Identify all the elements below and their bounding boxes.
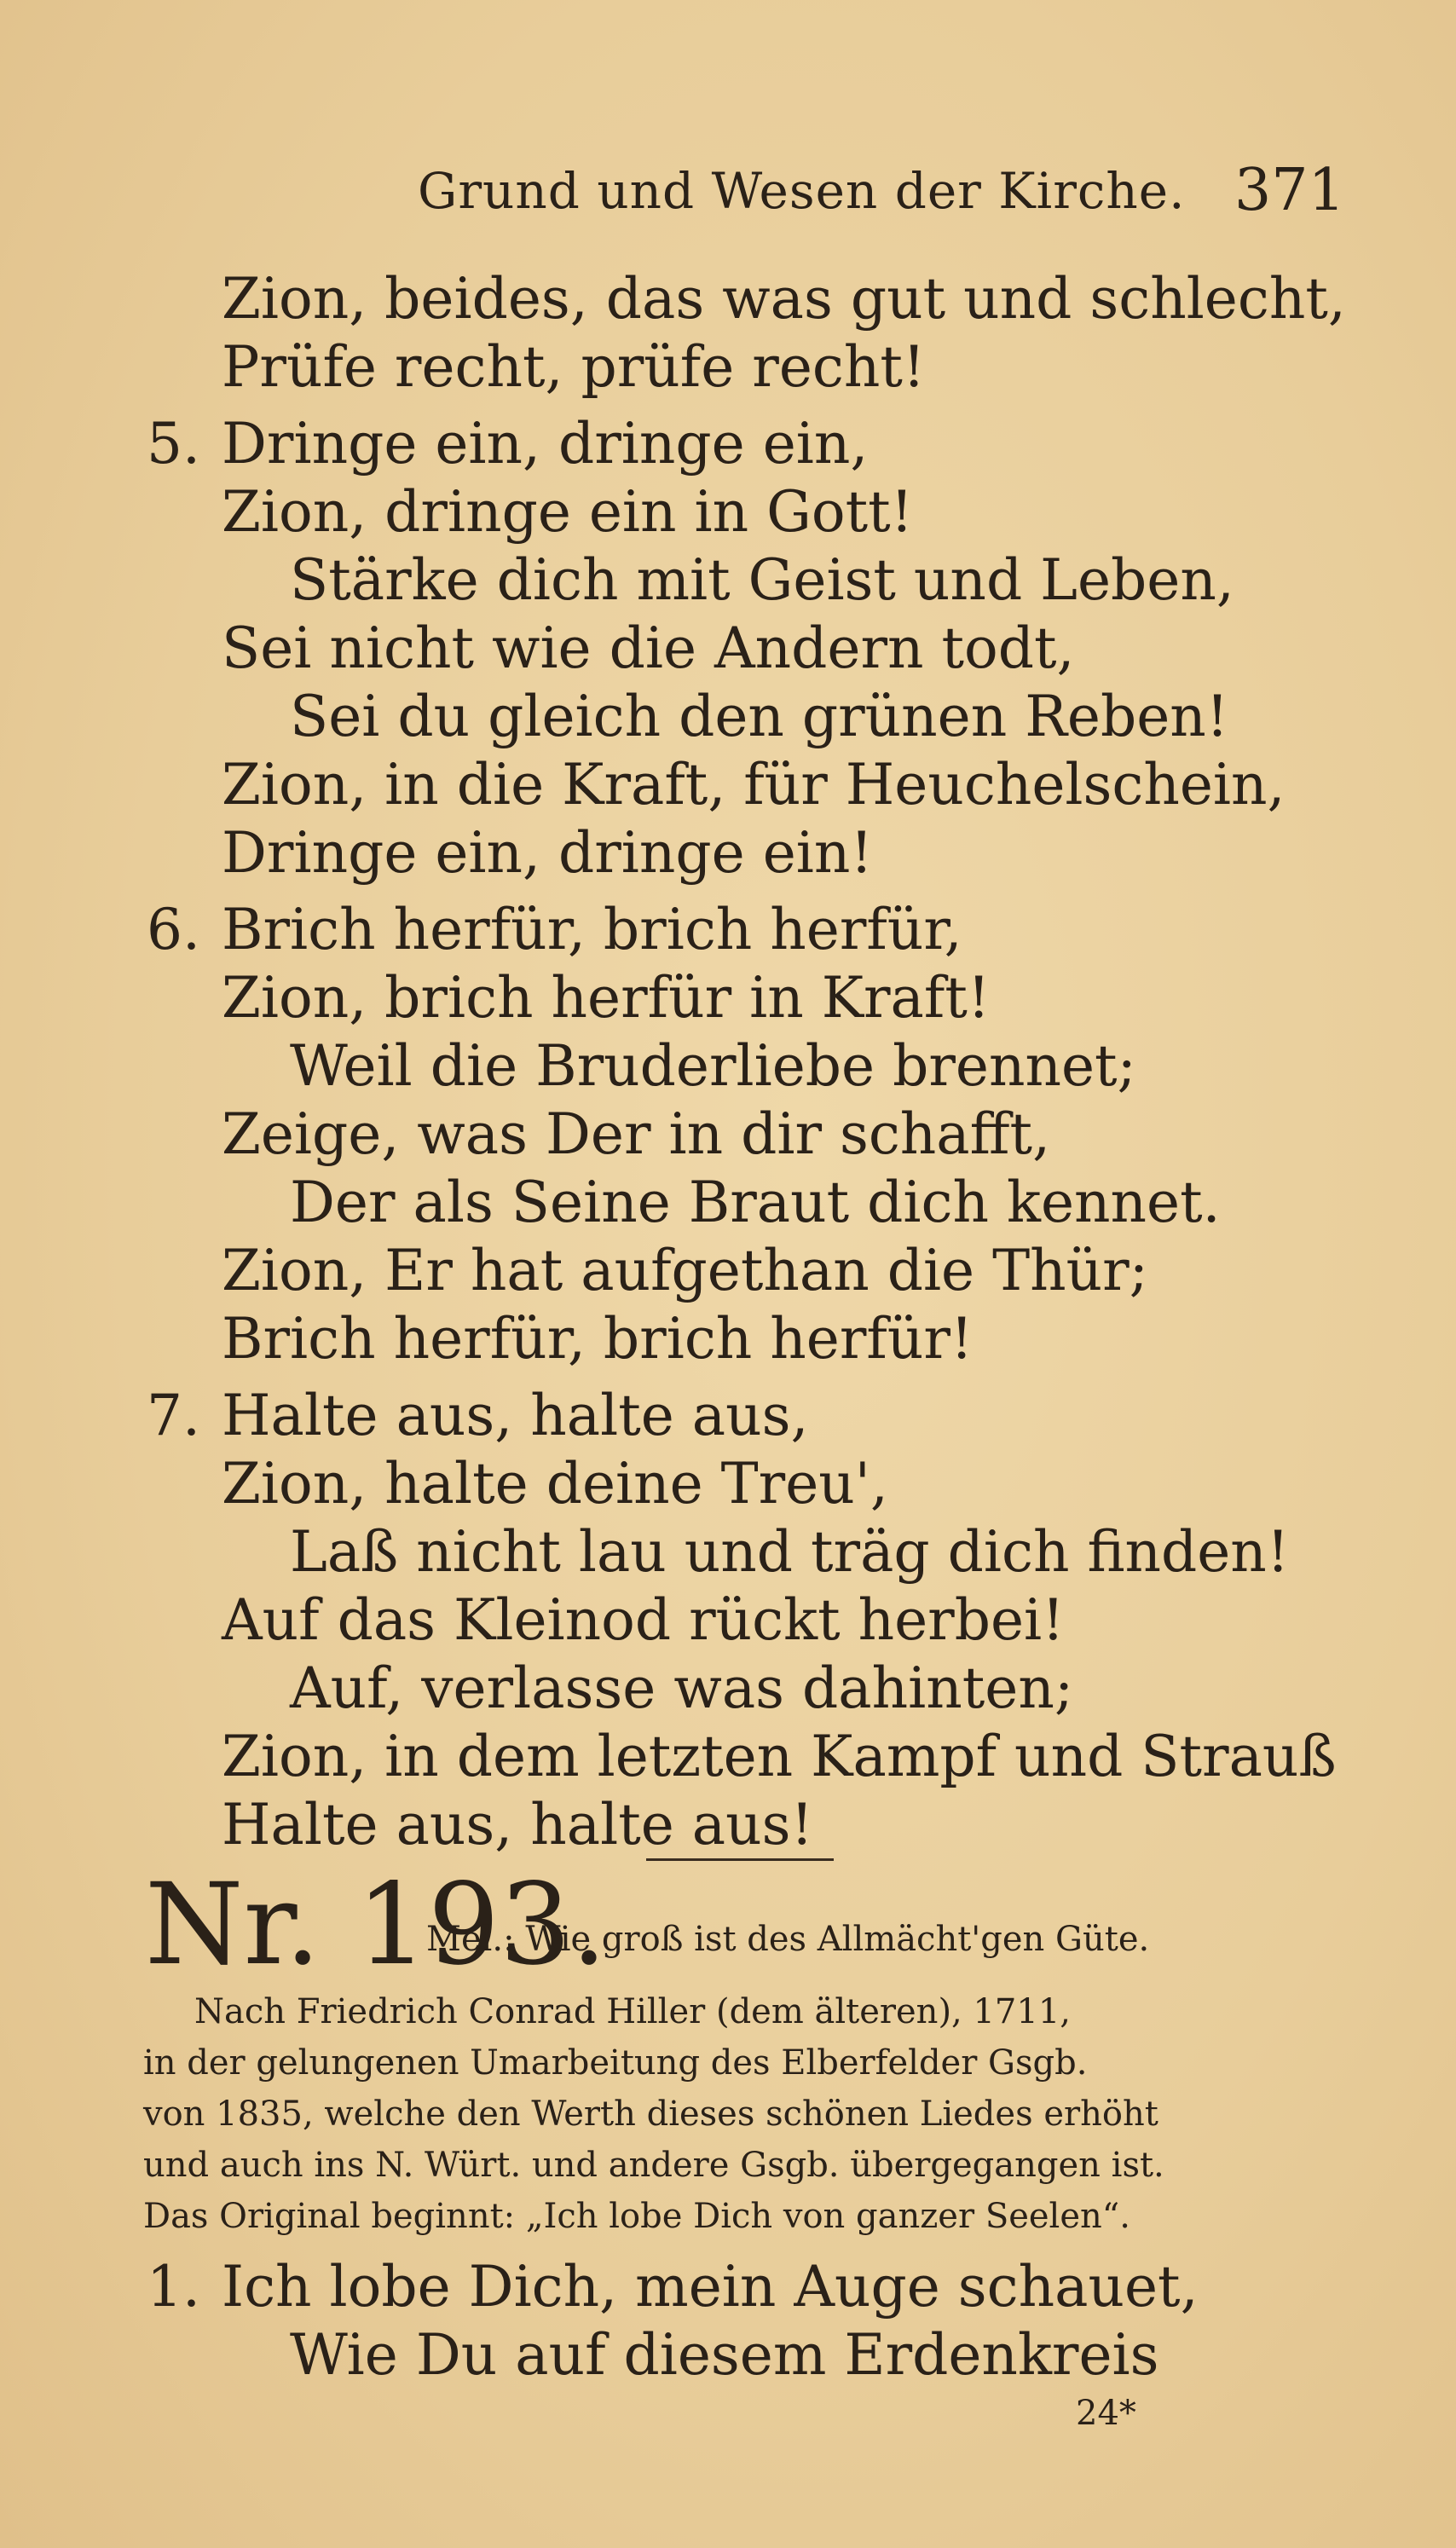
verse-line: Auf das Kleinod rückt herbei! [222, 1587, 1065, 1653]
verse-line: Zion, halte deine Treu', [222, 1451, 888, 1517]
source-note-line: und auch ins N. Würt. und andere Gsgb. übergegangen ist. [143, 2146, 1164, 2185]
verse-line: Brich herfür, brich herfür! [222, 1306, 974, 1372]
verse-line: Zion, in die Kraft, für Heuchelschein, [222, 752, 1286, 818]
hymn-number: Nr. 193. [145, 1859, 607, 1990]
verse-line: Zion, Er hat aufgethan die Thür; [222, 1238, 1148, 1303]
verse-line: Halte aus, halte aus! [222, 1792, 814, 1858]
running-title: Grund und Wesen der Kirche. [418, 162, 1186, 220]
stanza-number: 1. [147, 2254, 200, 2320]
verse-line: Halte aus, halte aus, [222, 1383, 809, 1448]
verse-line: Zion, beides, das was gut und schlecht, [222, 266, 1346, 332]
verse-line: Zeige, was Der in dir schafft, [222, 1101, 1051, 1167]
verse-line: Wie Du auf diesem Erdenkreis [290, 2322, 1159, 2388]
verse-line: Sei nicht wie die Andern todt, [222, 615, 1075, 681]
source-note-line: von 1835, welche den Werth dieses schönen Liedes erhöht [143, 2094, 1158, 2134]
stanza-number: 5. [147, 411, 200, 477]
source-note-line: in der gelungenen Umarbeitung des Elberfelder Gsgb. [143, 2043, 1088, 2083]
melody-reference: Mel.: Wie groß ist des Allmächt'gen Güte. [426, 1920, 1150, 1959]
verse-line: Der als Seine Braut dich kennet. [290, 1170, 1221, 1235]
verse-line: Laß nicht lau und träg dich finden! [290, 1519, 1290, 1585]
signature-mark: 24* [1076, 2394, 1136, 2433]
page-number: 371 [1234, 157, 1345, 224]
verse-line: Brich herfür, brich herfür, [222, 897, 962, 962]
verse-line: Auf, verlasse was dahinten; [290, 1655, 1074, 1721]
verse-line: Zion, in dem letzten Kampf und Strauß [222, 1724, 1337, 1789]
verse-line: Ich lobe Dich, mein Auge schauet, [222, 2254, 1199, 2320]
verse-line: Weil die Bruderliebe brennet; [290, 1033, 1136, 1099]
source-note-line: Nach Friedrich Conrad Hiller (dem älteren), 1711, [194, 1992, 1071, 2031]
source-note-line: Das Original beginnt: „Ich lobe Dich von ganzer Seelen“. [143, 2197, 1130, 2236]
stanza-number: 7. [147, 1383, 200, 1448]
verse-line: Prüfe recht, prüfe recht! [222, 334, 926, 400]
verse-line: Sei du gleich den grünen Reben! [290, 684, 1229, 749]
stanza-number: 6. [147, 897, 200, 962]
verse-line: Stärke dich mit Geist und Leben, [290, 547, 1234, 613]
verse-line: Dringe ein, dringe ein! [222, 820, 873, 886]
verse-line: Dringe ein, dringe ein, [222, 411, 869, 477]
verse-line: Zion, brich herfür in Kraft! [222, 965, 991, 1031]
section-divider [646, 1858, 834, 1861]
verse-line: Zion, dringe ein in Gott! [222, 479, 914, 545]
